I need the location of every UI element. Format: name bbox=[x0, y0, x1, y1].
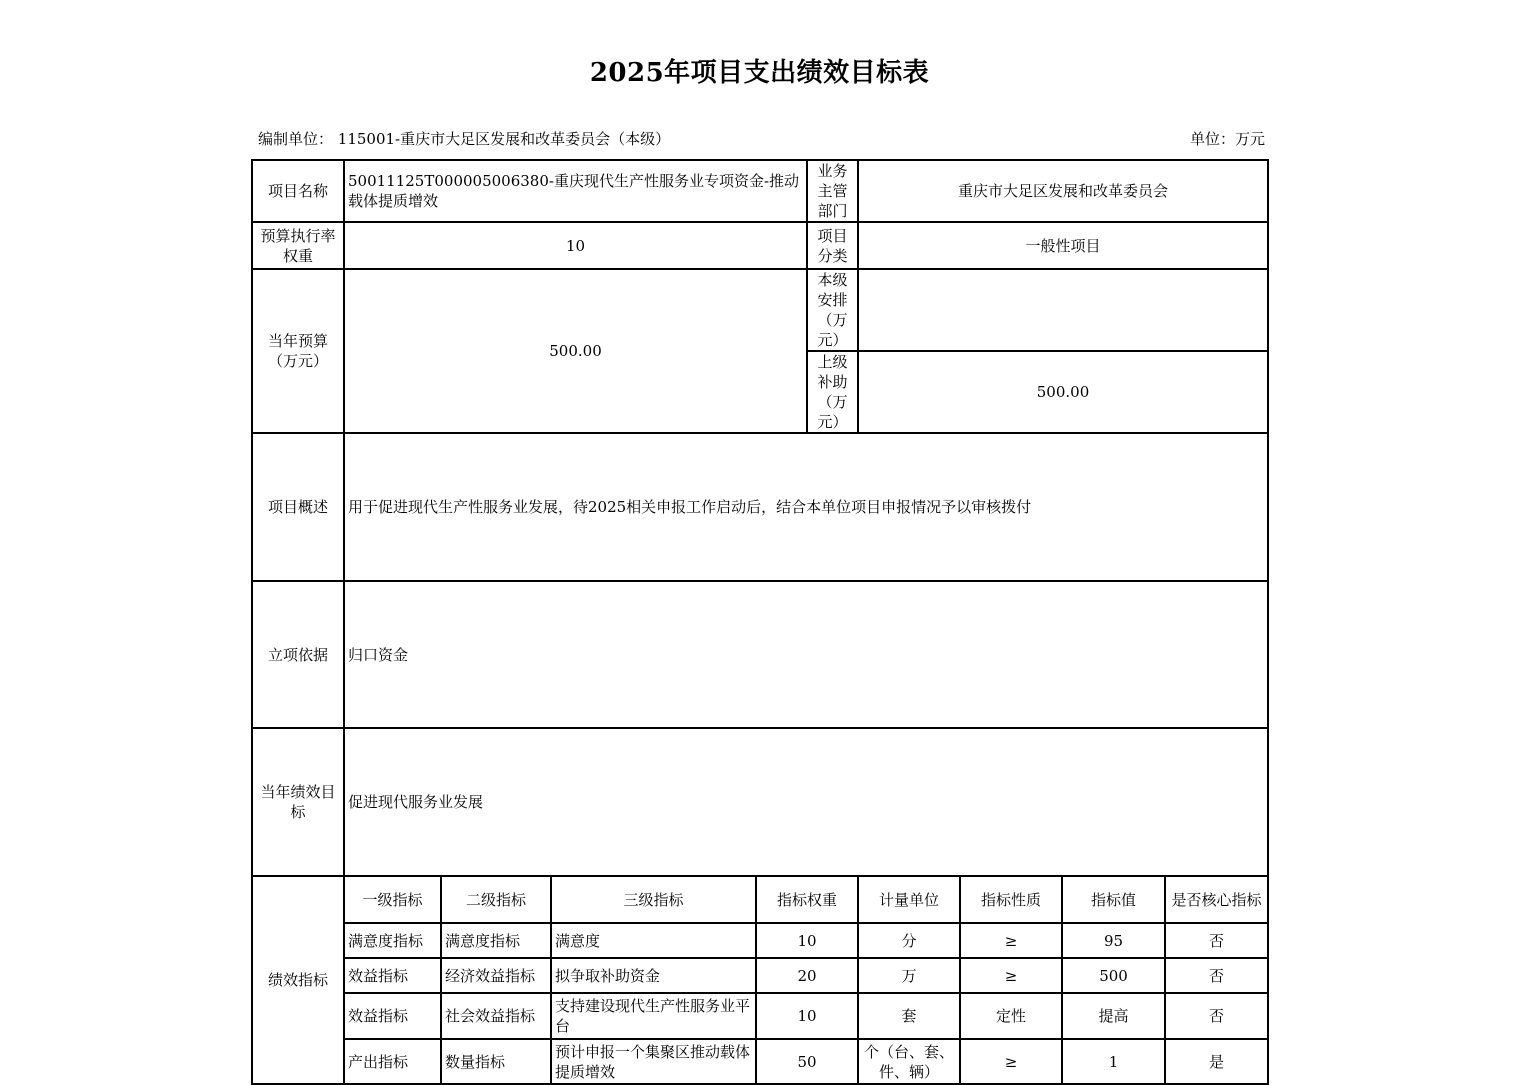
org-info bbox=[258, 128, 670, 149]
cell-value: 500 bbox=[1062, 958, 1165, 993]
cell-nature: ≥ bbox=[960, 958, 1062, 993]
cell-level1: 效益指标 bbox=[344, 993, 441, 1039]
page-title: 2025年项目支出绩效目标表 bbox=[589, 58, 930, 88]
row-goal bbox=[252, 728, 1268, 876]
project-name-value: 50011125T000005006380-重庆现代生产性服务业专项资金-推动载体提质增效 bbox=[344, 160, 807, 222]
performance-table bbox=[251, 159, 1269, 1085]
upper-label: 上级补助（万元） bbox=[807, 351, 858, 433]
cell-weight: 10 bbox=[756, 993, 858, 1039]
row-exec-weight bbox=[252, 222, 1268, 269]
table-row bbox=[252, 923, 1268, 958]
cell-weight: 10 bbox=[756, 923, 858, 958]
org-label: 编制单位： bbox=[258, 130, 334, 148]
budget-label: 当年预算（万元） bbox=[252, 269, 344, 433]
cell-level2: 满意度指标 bbox=[441, 923, 551, 958]
local-label: 本级安排（万元） bbox=[807, 269, 858, 351]
exec-weight-label: 预算执行率权重 bbox=[252, 222, 344, 269]
cell-level2: 社会效益指标 bbox=[441, 993, 551, 1039]
row-overview bbox=[252, 433, 1268, 581]
table-row bbox=[252, 1039, 1268, 1084]
cell-level3: 支持建设现代生产性服务业平台 bbox=[551, 993, 756, 1039]
dept-value: 重庆市大足区发展和改革委员会 bbox=[858, 160, 1268, 222]
cell-value: 95 bbox=[1062, 923, 1165, 958]
header-level1: 一级指标 bbox=[344, 876, 441, 923]
cell-unit: 套 bbox=[858, 993, 960, 1039]
budget-value: 500.00 bbox=[344, 269, 807, 433]
cell-core: 否 bbox=[1165, 993, 1268, 1039]
cell-core: 是 bbox=[1165, 1039, 1268, 1084]
dept-label: 业务主管部门 bbox=[807, 160, 858, 222]
row-basis bbox=[252, 581, 1268, 728]
cell-unit: 万 bbox=[858, 958, 960, 993]
cell-level3: 拟争取补助资金 bbox=[551, 958, 756, 993]
cell-nature: ≥ bbox=[960, 1039, 1062, 1084]
cell-nature: ≥ bbox=[960, 923, 1062, 958]
header-core: 是否核心指标 bbox=[1165, 876, 1268, 923]
upper-value: 500.00 bbox=[858, 351, 1268, 433]
header-level3: 三级指标 bbox=[551, 876, 756, 923]
goal-value: 促进现代服务业发展 bbox=[344, 728, 1268, 876]
row-project-name bbox=[252, 160, 1268, 222]
cell-level1: 效益指标 bbox=[344, 958, 441, 993]
overview-label: 项目概述 bbox=[252, 433, 344, 581]
local-value bbox=[858, 269, 1268, 351]
cell-level1: 满意度指标 bbox=[344, 923, 441, 958]
header-nature: 指标性质 bbox=[960, 876, 1062, 923]
cell-core: 否 bbox=[1165, 923, 1268, 958]
unit-label: 单位：万元 bbox=[1189, 130, 1265, 148]
cell-level2: 数量指标 bbox=[441, 1039, 551, 1084]
overview-value: 用于促进现代生产性服务业发展，待2025相关申报工作启动后，结合本单位项目申报情况予以审核拨付 bbox=[344, 433, 1268, 581]
header-weight: 指标权重 bbox=[756, 876, 858, 923]
org-value: 115001-重庆市大足区发展和改革委员会（本级） bbox=[337, 130, 671, 148]
cell-value: 1 bbox=[1062, 1039, 1165, 1084]
table-row bbox=[252, 993, 1268, 1039]
cell-unit: 分 bbox=[858, 923, 960, 958]
cell-nature: 定性 bbox=[960, 993, 1062, 1039]
cell-level1: 产出指标 bbox=[344, 1039, 441, 1084]
project-name-label: 项目名称 bbox=[252, 160, 344, 222]
category-value: 一般性项目 bbox=[858, 222, 1268, 269]
cell-level3: 满意度 bbox=[551, 923, 756, 958]
basis-value: 归口资金 bbox=[344, 581, 1268, 728]
header-level2: 二级指标 bbox=[441, 876, 551, 923]
category-label: 项目分类 bbox=[807, 222, 858, 269]
cell-core: 否 bbox=[1165, 958, 1268, 993]
basis-label: 立项依据 bbox=[252, 581, 344, 728]
cell-unit: 个（台、套、件、辆） bbox=[858, 1039, 960, 1084]
exec-weight-value: 10 bbox=[344, 222, 807, 269]
cell-value: 提高 bbox=[1062, 993, 1165, 1039]
table-row bbox=[252, 958, 1268, 993]
header-unit: 计量单位 bbox=[858, 876, 960, 923]
goal-label: 当年绩效目标 bbox=[252, 728, 344, 876]
cell-weight: 20 bbox=[756, 958, 858, 993]
indicator-label: 绩效指标 bbox=[252, 876, 344, 1084]
header-value: 指标值 bbox=[1062, 876, 1165, 923]
cell-level2: 经济效益指标 bbox=[441, 958, 551, 993]
cell-level3: 预计申报一个集聚区推动载体提质增效 bbox=[551, 1039, 756, 1084]
indicator-header-row bbox=[252, 876, 1268, 923]
row-budget-local bbox=[252, 269, 1268, 351]
cell-weight: 50 bbox=[756, 1039, 858, 1084]
